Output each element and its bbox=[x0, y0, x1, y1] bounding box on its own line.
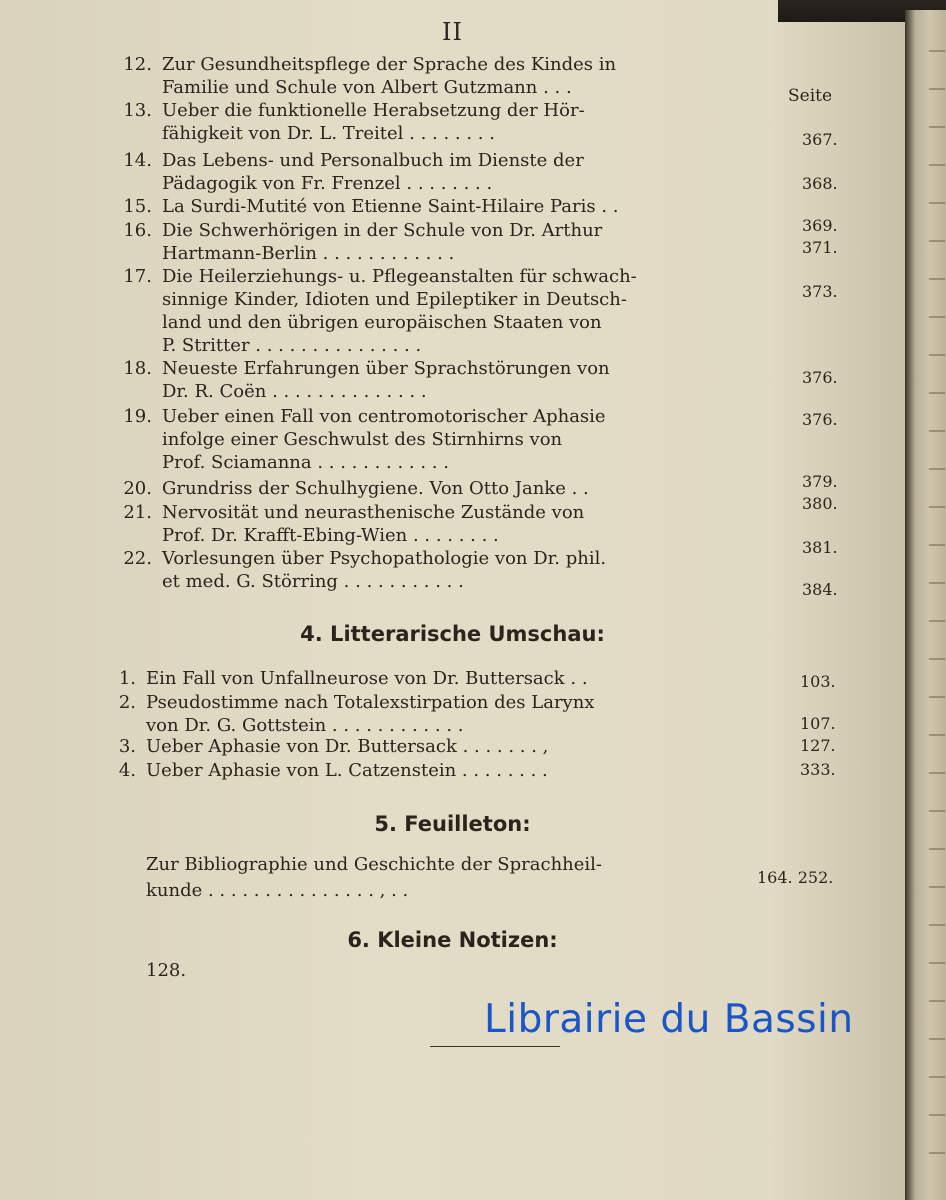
adjacent-page-text-trace bbox=[929, 1000, 945, 1002]
adjacent-page-text-trace bbox=[929, 354, 945, 356]
adjacent-page-text-trace bbox=[929, 886, 945, 888]
toc-entry-page-number: 381. bbox=[802, 538, 838, 557]
toc-entry-number: 15. bbox=[123, 196, 152, 217]
toc-entry-page-number: 368. bbox=[802, 174, 838, 193]
toc-entry-text-line: Vorlesungen über Psychopathologie von Dr. phil. bbox=[162, 548, 607, 569]
adjacent-page-text-trace bbox=[929, 430, 945, 432]
page-numeral: II bbox=[442, 18, 463, 46]
adjacent-page-text-trace bbox=[929, 50, 945, 52]
adjacent-page-text-trace bbox=[929, 164, 945, 166]
umschau-entry-page-number: 107. bbox=[800, 714, 836, 733]
feuilleton-entry bbox=[146, 852, 706, 904]
toc-entry-page-number: 373. bbox=[802, 282, 838, 301]
adjacent-page-text-trace bbox=[929, 1152, 945, 1154]
toc-entry-text-line: Das Lebens- und Personalbuch im Dienste der bbox=[162, 150, 584, 171]
toc-entry-number: 18. bbox=[123, 358, 152, 379]
adjacent-page-text-trace bbox=[929, 506, 945, 508]
adjacent-page-text-trace bbox=[929, 392, 945, 394]
feuilleton-line-1: Zur Bibliographie und Geschichte der Sprachheil- bbox=[146, 854, 603, 875]
toc-entry-number: 17. bbox=[123, 266, 152, 287]
toc-entry-page-number: 376. bbox=[802, 410, 838, 429]
adjacent-page-text-trace bbox=[929, 1114, 945, 1116]
toc-entry-number: 20. bbox=[123, 478, 152, 499]
umschau-entry-text-line: Ein Fall von Unfallneurose von Dr. Buttersack . . bbox=[146, 668, 588, 689]
toc-entry-text-line: Hartmann-Berlin . . . . . . . . . . . . bbox=[162, 243, 455, 264]
toc-entry-text-line: Die Heilerziehungs- u. Pflegeanstalten für schwach- bbox=[162, 266, 637, 287]
feuilleton-pages: 164. 252. bbox=[757, 868, 834, 887]
adjacent-page-text-trace bbox=[929, 88, 945, 90]
adjacent-page-text-trace bbox=[929, 126, 945, 128]
adjacent-page-text-trace bbox=[929, 658, 945, 660]
toc-entry-number: 16. bbox=[123, 220, 152, 241]
umschau-entry-number: 3. bbox=[118, 736, 136, 757]
toc-entry-page-number: 384. bbox=[802, 580, 838, 599]
adjacent-page-text-trace bbox=[929, 620, 945, 622]
adjacent-page-text-trace bbox=[929, 278, 945, 280]
umschau-entry-number: 4. bbox=[118, 760, 136, 781]
umschau-entry-page-number: 103. bbox=[800, 672, 836, 691]
toc-entry-page-number: 376. bbox=[802, 368, 838, 387]
toc-entry-text-line: Prof. Sciamanna . . . . . . . . . . . . bbox=[162, 452, 449, 473]
seite-label: Seite bbox=[788, 86, 833, 106]
umschau-entry-text-line: Ueber Aphasie von Dr. Buttersack . . . . . . . , bbox=[146, 736, 549, 757]
adjacent-page-text-trace bbox=[929, 772, 945, 774]
adjacent-page-text-trace bbox=[929, 810, 945, 812]
toc-entry-number: 21. bbox=[123, 502, 152, 523]
toc-entry-text-line: Zur Gesundheitspflege der Sprache des Kindes in bbox=[162, 54, 617, 75]
toc-entry-number: 14. bbox=[123, 150, 152, 171]
toc-entry-text-line: Dr. R. Coën . . . . . . . . . . . . . . bbox=[162, 381, 427, 402]
section5-title: 5. Feuilleton: bbox=[374, 812, 531, 836]
toc-entry-page-number: 379. bbox=[802, 472, 838, 491]
section6-title: 6. Kleine Notizen: bbox=[347, 928, 558, 952]
toc-entry-text-line: Familie und Schule von Albert Gutzmann . . . bbox=[162, 77, 572, 98]
toc-entry-text-line: P. Stritter . . . . . . . . . . . . . . . bbox=[162, 335, 422, 356]
umschau-entry-text-line: von Dr. G. Gottstein . . . . . . . . . . . . bbox=[146, 715, 464, 736]
toc-entry-text-line: Nervosität und neurasthenische Zustände von bbox=[162, 502, 585, 523]
toc-entry-page-number: 371. bbox=[802, 238, 838, 257]
toc-entry-text-line: La Surdi-Mutité von Etienne Saint-Hilaire Paris . . bbox=[162, 196, 619, 217]
umschau-entry-text-line: Pseudostimme nach Totalexstirpation des Larynx bbox=[146, 692, 595, 713]
adjacent-page-text-trace bbox=[929, 316, 945, 318]
adjacent-page-text-trace bbox=[929, 962, 945, 964]
toc-entry-text-line: Pädagogik von Fr. Frenzel . . . . . . . . bbox=[162, 173, 493, 194]
toc-entry-text-line: Ueber einen Fall von centromotorischer Aphasie bbox=[162, 406, 606, 427]
toc-entry-text-line: land und den übrigen europäischen Staaten von bbox=[162, 312, 602, 333]
toc-entry-page-number: 380. bbox=[802, 494, 838, 513]
toc-entry-page-number: 367. bbox=[802, 130, 838, 149]
adjacent-page-text-trace bbox=[929, 240, 945, 242]
umschau-entry-number: 2. bbox=[118, 692, 136, 713]
adjacent-page-text-trace bbox=[929, 1076, 945, 1078]
kleine-notizen-text: 128. bbox=[146, 960, 187, 981]
adjacent-page-text-trace bbox=[929, 924, 945, 926]
toc-entry-text-line: sinnige Kinder, Idioten und Epileptiker in Deutsch- bbox=[162, 289, 627, 310]
umschau-entry-number: 1. bbox=[118, 668, 136, 689]
toc-entry-number: 22. bbox=[123, 548, 152, 569]
adjacent-page-text-trace bbox=[929, 582, 945, 584]
toc-entry-page-number: 369. bbox=[802, 216, 838, 235]
adjacent-page-text-trace bbox=[929, 1038, 945, 1040]
adjacent-page-text-trace bbox=[929, 848, 945, 850]
umschau-entry-page-number: 333. bbox=[800, 760, 836, 779]
adjacent-page-edge bbox=[905, 10, 946, 1200]
toc-entry-text-line: Ueber die funktionelle Herabsetzung der Hör- bbox=[162, 100, 585, 121]
closing-rule bbox=[430, 1046, 560, 1047]
watermark-text: Librairie du Bassin bbox=[484, 997, 854, 1042]
toc-entry-text-line: Die Schwerhörigen in der Schule von Dr. Arthur bbox=[162, 220, 603, 241]
adjacent-page-text-trace bbox=[929, 734, 945, 736]
adjacent-page-text-trace bbox=[929, 468, 945, 470]
toc-entry-text-line: Neueste Erfahrungen über Sprachstörungen von bbox=[162, 358, 610, 379]
toc-entry-number: 12. bbox=[123, 54, 152, 75]
toc-entry-number: 19. bbox=[123, 406, 152, 427]
umschau-entry-page-number: 127. bbox=[800, 736, 836, 755]
toc-entry-text-line: Grundriss der Schulhygiene. Von Otto Janke . . bbox=[162, 478, 589, 499]
adjacent-page-text-trace bbox=[929, 696, 945, 698]
toc-entry-number: 13. bbox=[123, 100, 152, 121]
adjacent-page-text-trace bbox=[929, 544, 945, 546]
feuilleton-line-2: kunde . . . . . . . . . . . . . . . , . . bbox=[146, 880, 409, 901]
umschau-entry-text-line: Ueber Aphasie von L. Catzenstein . . . . . . . . bbox=[146, 760, 548, 781]
adjacent-page-text-trace bbox=[929, 202, 945, 204]
toc-entry-text-line: Prof. Dr. Krafft-Ebing-Wien . . . . . . . . bbox=[162, 525, 499, 546]
toc-entry-text-line: fähigkeit von Dr. L. Treitel . . . . . . . . bbox=[162, 123, 495, 144]
toc-entry-text-line: infolge einer Geschwulst des Stirnhirns von bbox=[162, 429, 563, 450]
toc-entry-text-line: et med. G. Störring . . . . . . . . . . . bbox=[162, 571, 464, 592]
section4-title: 4. Litterarische Umschau: bbox=[300, 622, 605, 646]
